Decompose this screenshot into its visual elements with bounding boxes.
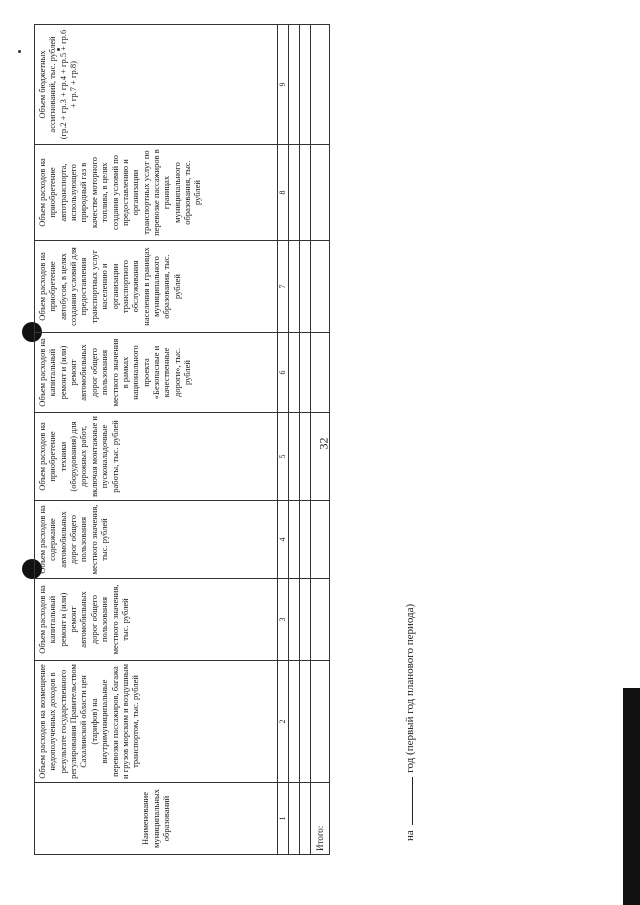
total-row — [311, 25, 330, 855]
empty-cell — [300, 145, 311, 241]
column-number: 9 — [278, 25, 289, 145]
header-cell-buses: Объем расходов на приобретение автобусов, в целях создания условий для предоставления транспортных услуг населению и организации транспортного обслуживания населения в границах муниципального образования, тыс. рублей — [35, 241, 278, 333]
empty-cell — [311, 579, 330, 661]
header-cell-transport-subsidy: Объем расходов на возмещение недополученных доходов в результате государственного регулирования Правительством Сахалинской области цен (тарифов) на внутримуниципальные перевозки пассажиров, багажа и грузов морским и воздушным транспортом, тыс. рублей — [35, 661, 278, 783]
empty-cell — [289, 579, 300, 661]
empty-cell — [289, 333, 300, 413]
empty-cell — [300, 241, 311, 333]
empty-cell — [311, 145, 330, 241]
header-cell-municipality: Наименование муниципальных образований — [35, 783, 278, 855]
empty-cell — [289, 501, 300, 579]
header-cell-road-maintenance: Объем расходов на содержание автомобильных дорог общего пользования местного значения, тыс. рублей — [35, 501, 278, 579]
column-number-row — [278, 25, 289, 855]
empty-cell — [311, 501, 330, 579]
empty-cell — [311, 333, 330, 413]
empty-cell — [289, 413, 300, 501]
scan-edge-shadow — [623, 688, 640, 905]
empty-data-row — [289, 25, 300, 855]
period-prefix: на — [404, 830, 416, 841]
empty-cell — [289, 661, 300, 783]
empty-cell — [289, 241, 300, 333]
header-cell-gas-transport: Объем расходов на приобретение автотранспорта, использующего природный газ в качестве моторного топлива, в целях создания условий по предоставлению и организации транспортных услуг по перевозке пассажиров в границах муниципального образования, тыс. рублей — [35, 145, 278, 241]
column-number: 2 — [278, 661, 289, 783]
empty-cell — [300, 333, 311, 413]
empty-data-row — [300, 25, 311, 855]
column-number: 1 — [278, 783, 289, 855]
column-number: 3 — [278, 579, 289, 661]
empty-cell — [300, 579, 311, 661]
header-cell-national-project: Объем расходов на капитальный ремонт и (или) ремонт автомобильных дорог общего пользования местного значения в рамках национального проекта «Безопасные и качественные дороги», тыс. рублей — [35, 333, 278, 413]
year-blank-line — [412, 777, 413, 825]
header-cell-total-allocations: Объем бюджетных ассигнований, тыс. рублей (гр.2 + гр.3 + гр.4 + гр.5 + гр.6 + гр.7 + гр.8) — [35, 25, 278, 145]
empty-cell — [300, 25, 311, 145]
empty-cell — [289, 25, 300, 145]
empty-cell — [311, 241, 330, 333]
total-label: Итого: — [311, 783, 330, 855]
empty-cell — [300, 783, 311, 855]
header-row — [35, 25, 278, 855]
page-number: 32 — [316, 437, 331, 450]
empty-cell — [311, 413, 330, 501]
empty-cell — [311, 661, 330, 783]
column-number: 7 — [278, 241, 289, 333]
rotated-table-area — [10, 15, 450, 895]
period-suffix: год (первый год планового периода) — [404, 603, 416, 773]
empty-cell — [311, 25, 330, 145]
empty-cell — [289, 783, 300, 855]
empty-cell — [289, 145, 300, 241]
column-number: 6 — [278, 333, 289, 413]
column-number: 4 — [278, 501, 289, 579]
header-cell-equipment: Объем расходов на приобретение техники (оборудования) для дорожных работ, включая монтажные и пусконаладочные работы, тыс. рублей — [35, 413, 278, 501]
empty-cell — [300, 661, 311, 783]
empty-cell — [300, 501, 311, 579]
budget-table — [34, 24, 330, 855]
empty-cell — [300, 413, 311, 501]
column-number: 8 — [278, 145, 289, 241]
period-caption — [404, 604, 416, 841]
column-number: 5 — [278, 413, 289, 501]
header-cell-road-repair: Объем расходов на капитальный ремонт и (или) ремонт автомобильных дорог общего пользования местного значения, тыс. рублей — [35, 579, 278, 661]
